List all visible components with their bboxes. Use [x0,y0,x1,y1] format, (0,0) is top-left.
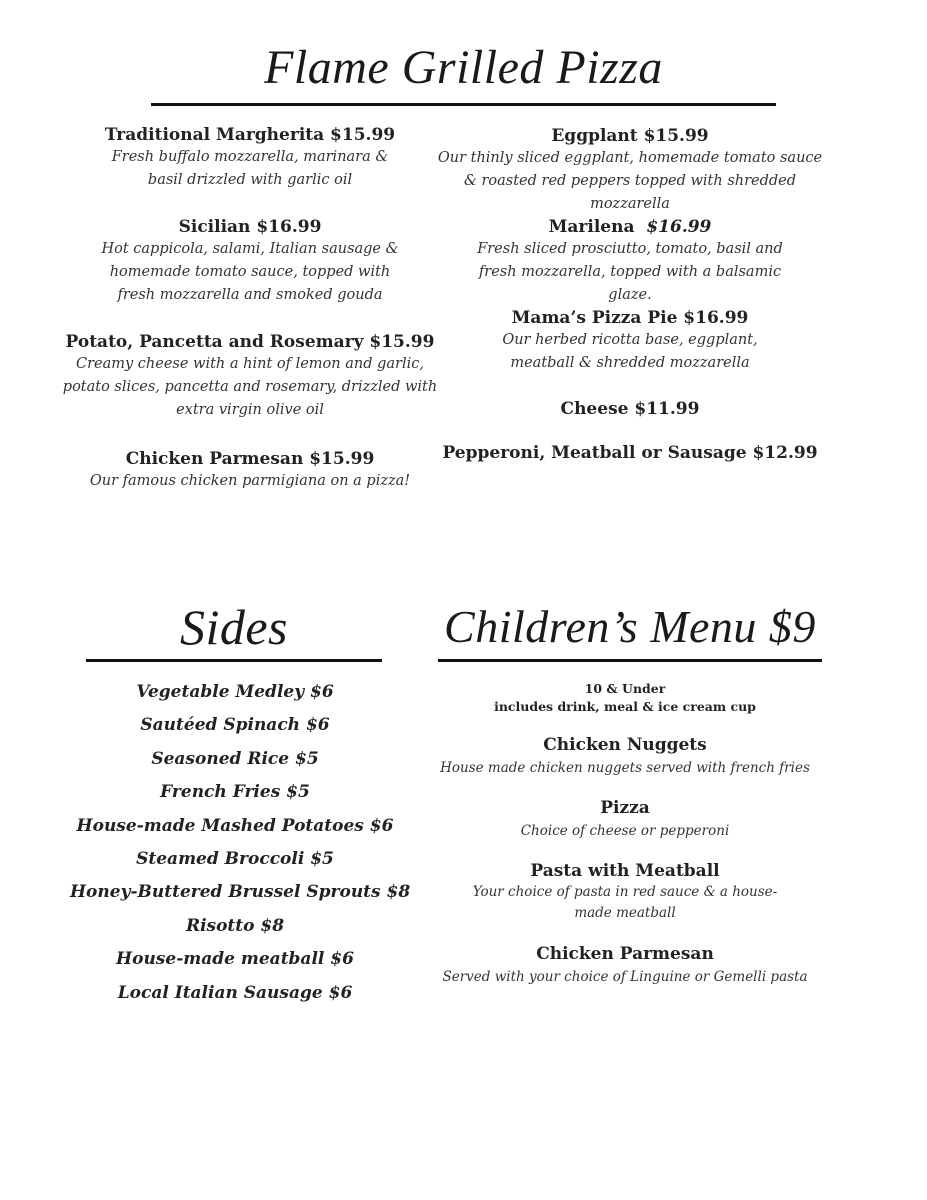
pizza-section-title: Flame Grilled Pizza [264,41,663,94]
menu-item-eggplant [432,125,828,216]
menu-item-chicken-parmesan-pizza [70,448,430,493]
item-description: Served with your choice of Linguine or Gemelli pasta [442,969,808,985]
item-description: Hot cappicola, salami, Italian sausage & homemade tomato sauce, topped with fresh mozzarella and smoked gouda [101,241,399,303]
item-name: Eggplant $15.99 [551,126,709,146]
side-item: Seasoned Rice $5 [151,748,319,769]
item-name: Potato, Pancetta and Rosemary $15.99 [65,332,435,352]
sides-section-title: Sides [179,599,289,655]
side-item: Sautéed Spinach $6 [140,715,330,736]
menu-item-traditional-margherita [70,124,430,192]
item-name: Pasta with Meatball [530,861,720,881]
item-name: Cheese $11.99 [560,399,700,419]
item-description: Our thinly sliced eggplant, homemade tomato sauce & roasted red peppers topped with shredded mozzarella [437,150,823,212]
side-item: Risotto $8 [185,915,285,936]
item-name-text: Marilena [548,217,647,237]
kids-item-chicken-nuggets [440,734,810,780]
item-description: Fresh buffalo mozzarella, marinara & basil drizzled with garlic oil [111,149,389,188]
kids-title-divider [438,659,822,662]
sides-title-divider [86,659,382,662]
item-name: Sicilian $16.99 [178,217,322,237]
item-name: Pizza [600,798,650,818]
menu-item-marilena [432,216,828,307]
kids-includes-note: includes drink, meal & ice cream cup [494,699,756,714]
side-item: Local Italian Sausage $6 [117,982,353,1003]
side-item: House-made Mashed Potatoes $6 [76,815,394,836]
item-description: Choice of cheese or pepperoni [520,823,730,839]
kids-item-pizza [440,797,810,843]
menu-item-sicilian [70,216,430,307]
item-description: House made chicken nuggets served with french fries [440,760,810,776]
side-item: Honey-Buttered Brussel Sprouts $8 [70,882,411,903]
item-description: Our famous chicken parmigiana on a pizza! [89,473,411,489]
kids-item-pasta-with-meatball [440,860,810,924]
sides-list [70,676,411,1010]
item-description: Fresh sliced prosciutto, tomato, basil and fresh mozzarella, topped with a balsamic glaze. [477,241,783,303]
kids-item-chicken-parmesan [440,943,810,989]
kids-section-title: Children’s Menu $9 [444,601,816,652]
menu-item-potato-pancetta-rosemary [62,331,438,422]
item-description: Creamy cheese with a hint of lemon and garlic, potato slices, pancetta and rosemary, drizzled with extra virgin olive oil [62,356,438,418]
menu-item-mamas-pizza-pie [432,307,828,375]
side-item: Steamed Broccoli $5 [136,848,334,869]
menu-item-cheese [432,398,828,420]
kids-age-note: 10 & Under [584,681,666,696]
side-item: House-made meatball $6 [116,949,354,970]
item-name: Pepperoni, Meatball or Sausage $12.99 [442,443,818,463]
item-name: Chicken Parmesan $15.99 [125,449,375,469]
menu-item-pepperoni-meatball-sausage [432,442,828,464]
side-item: Vegetable Medley $6 [136,682,334,702]
item-name: Mama’s Pizza Pie $16.99 [511,308,749,328]
item-description: Your choice of pasta in red sauce & a house-made meatball [472,884,778,921]
item-name: Traditional Margherita $15.99 [104,125,396,145]
item-name [432,216,828,238]
item-name: Chicken Nuggets [543,735,707,755]
pizza-title-divider [151,103,776,106]
item-description: Our herbed ricotta base, eggplant, meatball & shredded mozzarella [502,332,758,371]
side-item: French Fries $5 [160,782,310,803]
item-name: Chicken Parmesan [536,944,714,964]
item-price: $16.99 [646,217,712,237]
